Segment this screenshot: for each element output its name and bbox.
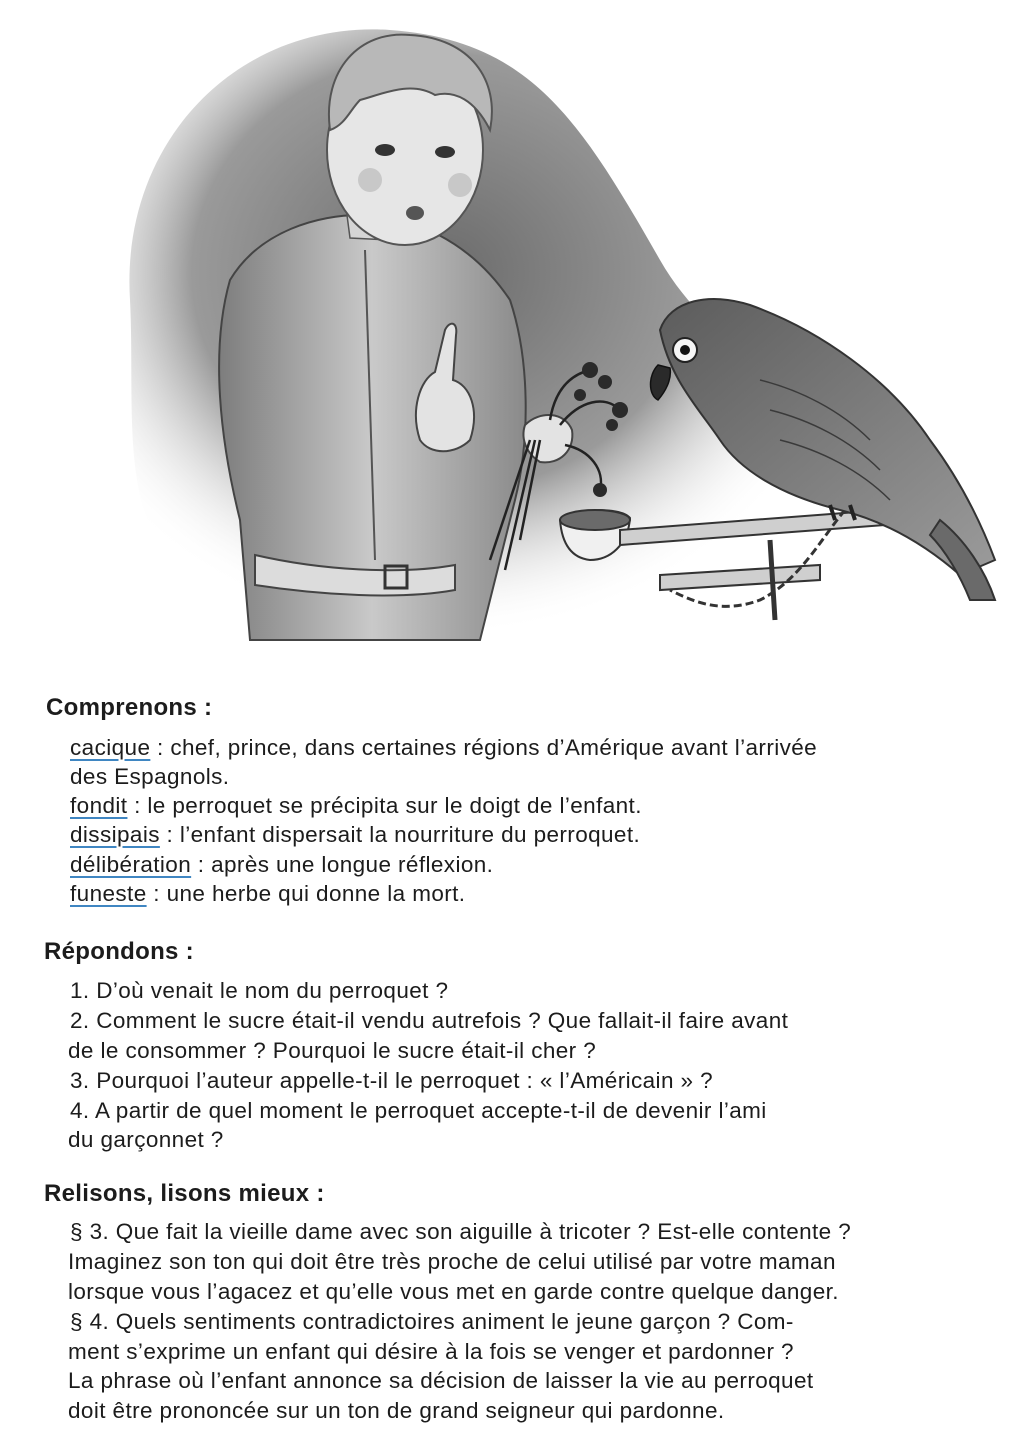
definition-text: : après une longue réflexion. [191, 852, 494, 877]
comprenons-heading: Comprenons : [46, 694, 213, 721]
definition-text: : le perroquet se précipita sur le doigt de l’enfant. [127, 793, 642, 818]
question-line: du garçonnet ? [68, 1127, 224, 1152]
reading-line: § 4. Quels sentiments contradictoires animent le jeune garçon ? Com- [70, 1309, 794, 1334]
parrot-pupil [680, 345, 690, 355]
reading-line: § 3. Que fait la vieille dame avec son aiguille à tricoter ? Est-elle contente ? [70, 1219, 852, 1244]
boy-cheek [358, 168, 382, 192]
reading-line: lorsque vous l’agacez et qu’elle vous met en garde contre quelque danger. [68, 1279, 839, 1304]
repondons-heading: Répondons : [44, 938, 194, 965]
term-deliberation: délibération [70, 852, 192, 877]
relisons-heading: Relisons, lisons mieux : [44, 1180, 325, 1207]
definition-line [70, 733, 817, 762]
definition-line [70, 791, 642, 820]
question-line: 1. D’où venait le nom du perroquet ? [70, 978, 449, 1003]
reading-line: doit être prononcée sur un ton de grand seigneur qui pardonne. [68, 1398, 725, 1423]
reading-line: Imaginez son ton qui doit être très proche de celui utilisé par votre maman [68, 1249, 836, 1274]
definition-continuation: des Espagnols. [70, 764, 230, 789]
reading-line: La phrase où l’enfant annonce sa décision de laisser la vie au perroquet [68, 1368, 814, 1393]
perch-post [770, 540, 775, 620]
feeding-cup-rim [560, 510, 630, 530]
question-line: 2. Comment le sucre était-il vendu autrefois ? Que fallait-il faire avant [70, 1008, 789, 1033]
term-cacique: cacique [70, 735, 151, 760]
boy-and-parrot-illustration [60, 0, 1018, 670]
definition-text: : chef, prince, dans certaines régions d’Amérique avant l’arrivée [150, 735, 818, 760]
definition-line [70, 879, 465, 908]
boy-eye-right [435, 146, 455, 158]
definition-text: : l’enfant dispersait la nourriture du perroquet. [159, 822, 641, 847]
term-dissipais: dissipais [70, 822, 160, 847]
definition-line [70, 850, 493, 879]
term-funeste: funeste [70, 881, 147, 906]
question-line: de le consommer ? Pourquoi le sucre était-il cher ? [68, 1038, 597, 1063]
boy-mouth [406, 206, 424, 220]
boy-cheek [448, 173, 472, 197]
question-line: 4. A partir de quel moment le perroquet accepte-t-il de devenir l’ami [70, 1098, 767, 1123]
question-line: 3. Pourquoi l’auteur appelle-t-il le perroquet : « l’Américain » ? [70, 1068, 713, 1093]
term-fondit: fondit [70, 793, 128, 818]
reading-line: ment s’exprime un enfant qui désire à la fois se venger et pardonner ? [68, 1339, 794, 1364]
boy-eye-left [375, 144, 395, 156]
illustration-svg [60, 0, 1018, 670]
definition-text: : une herbe qui donne la mort. [146, 881, 466, 906]
definition-line [70, 820, 640, 849]
